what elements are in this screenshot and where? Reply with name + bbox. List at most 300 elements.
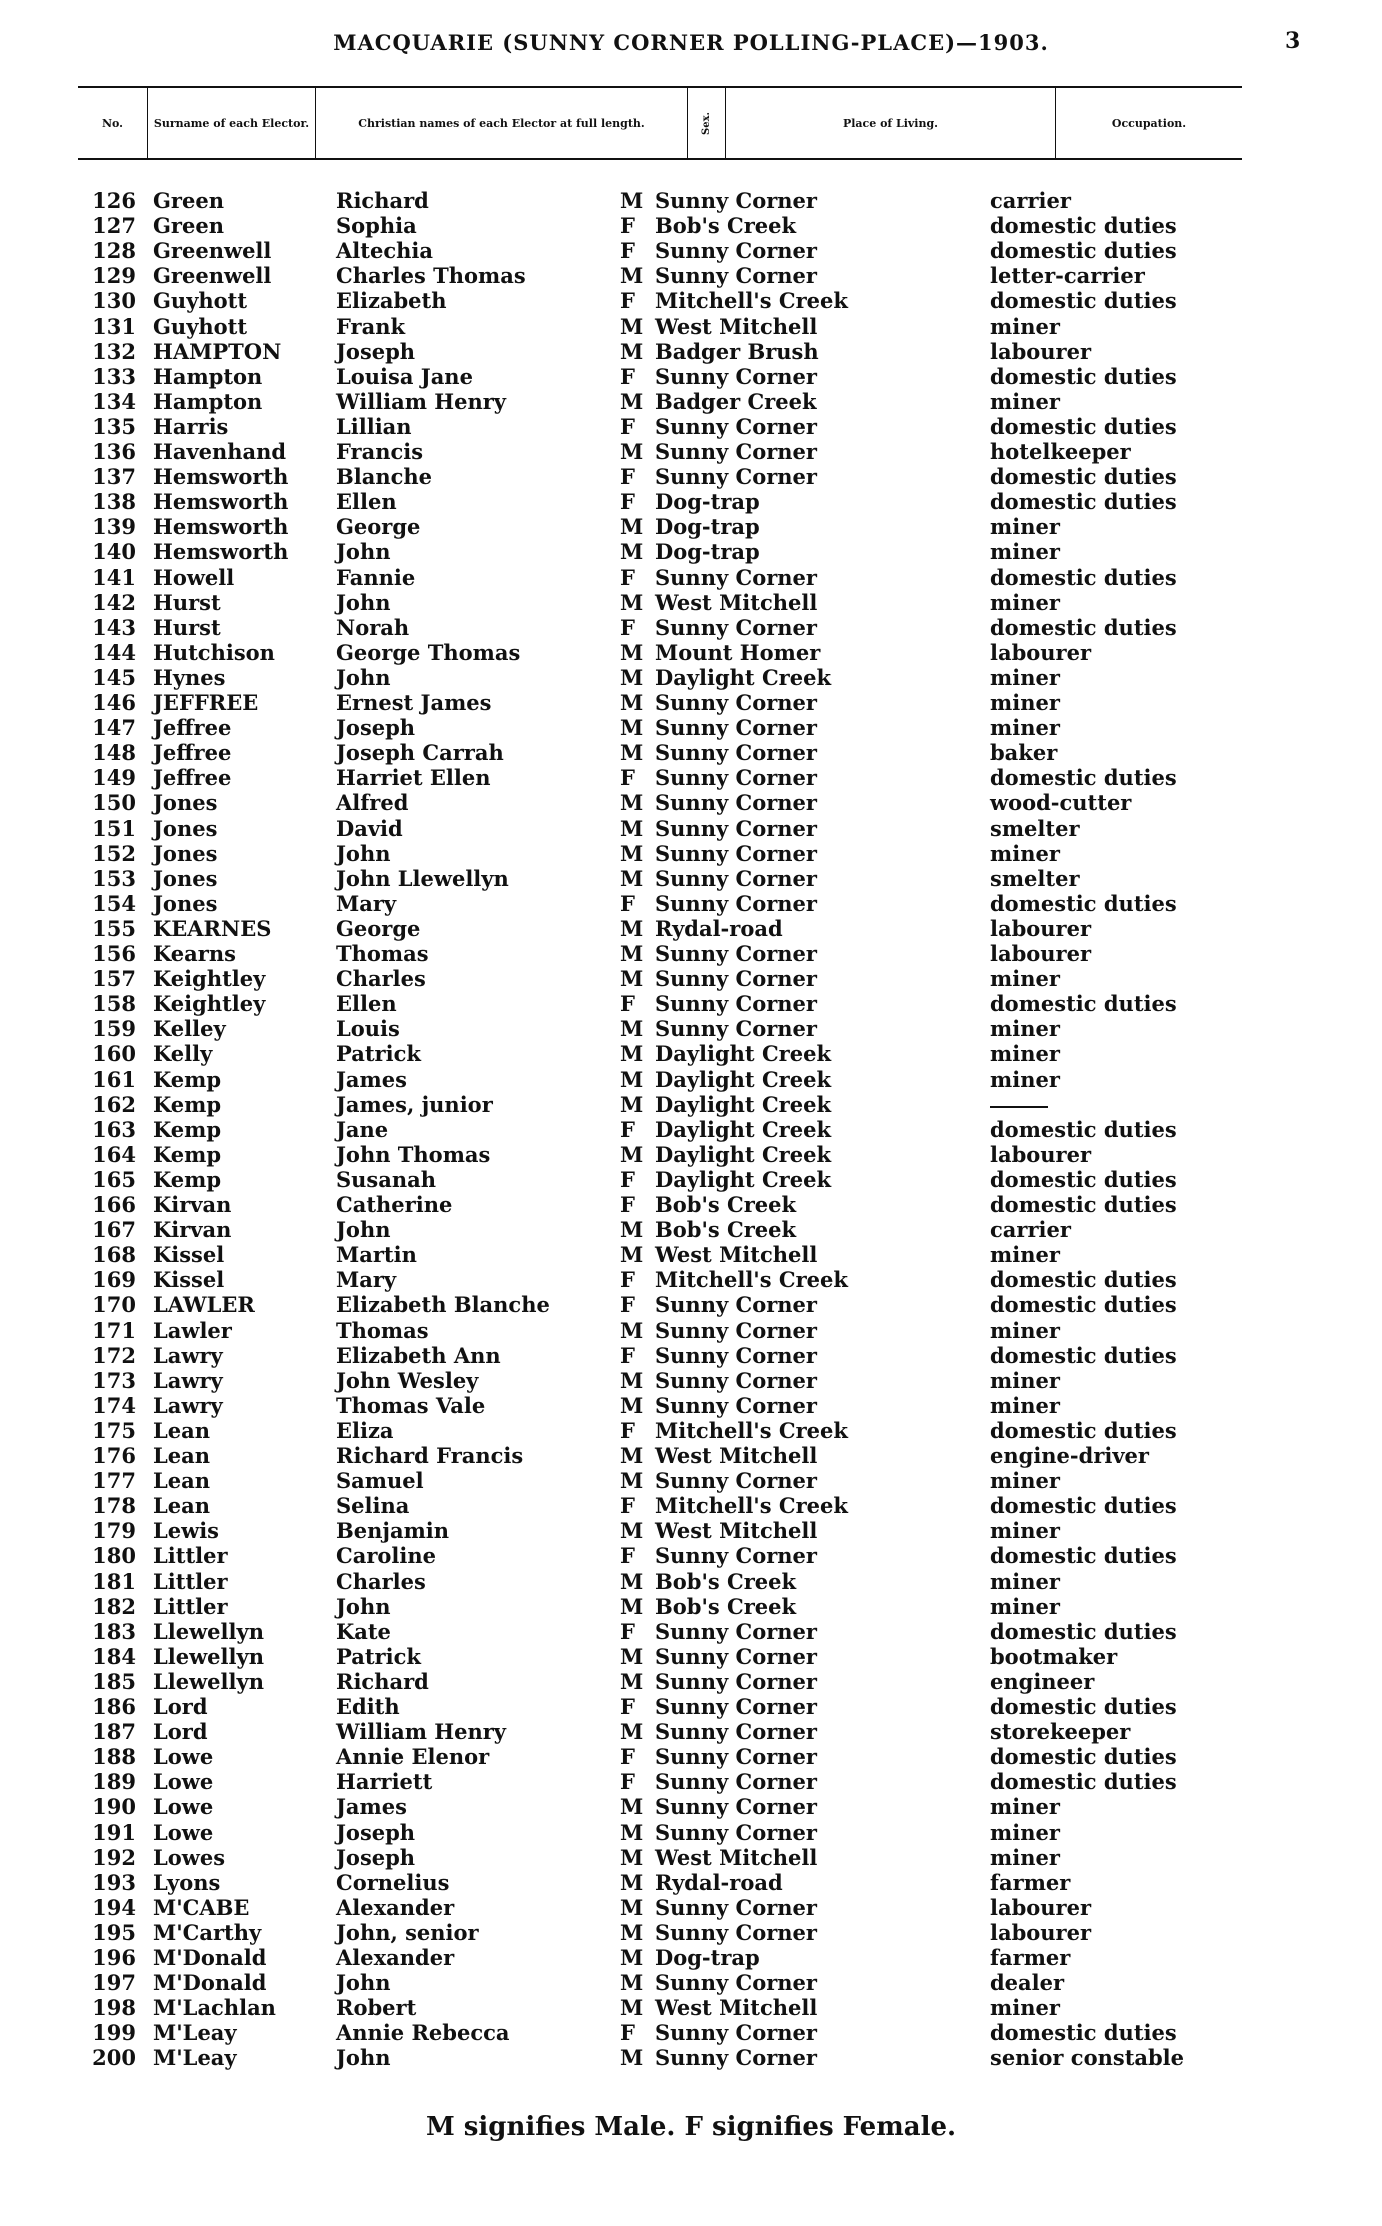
elector-christian-names: John Wesley	[336, 1368, 479, 1393]
elector-number: 162	[92, 1092, 136, 1117]
elector-christian-names: Elizabeth Ann	[336, 1343, 501, 1368]
elector-number: 157	[92, 966, 136, 991]
elector-number: 175	[92, 1418, 136, 1443]
elector-surname: Kemp	[153, 1067, 222, 1092]
elector-place: Sunny Corner	[655, 364, 817, 389]
elector-occupation: miner	[990, 1794, 1060, 1819]
elector-row	[0, 1167, 1382, 1192]
elector-place: Sunny Corner	[655, 1970, 817, 1995]
elector-number: 126	[92, 188, 136, 213]
elector-christian-names: Mary	[336, 1267, 397, 1292]
elector-surname: Jones	[153, 891, 218, 916]
elector-number: 189	[92, 1769, 136, 1794]
elector-row	[0, 891, 1382, 916]
elector-occupation: storekeeper	[990, 1719, 1131, 1744]
elector-row	[0, 539, 1382, 564]
elector-sex: M	[620, 1142, 644, 1167]
elector-number: 155	[92, 916, 136, 941]
elector-sex: M	[620, 1594, 644, 1619]
elector-surname: Lowe	[153, 1744, 214, 1769]
elector-surname: Kemp	[153, 1142, 222, 1167]
elector-number: 187	[92, 1719, 136, 1744]
elector-christian-names: Susanah	[336, 1167, 437, 1192]
elector-christian-names: John	[336, 539, 391, 564]
elector-row	[0, 1619, 1382, 1644]
elector-surname: Keightley	[153, 966, 266, 991]
elector-sex: M	[620, 1870, 644, 1895]
elector-christian-names: Mary	[336, 891, 397, 916]
elector-row	[0, 841, 1382, 866]
elector-number: 182	[92, 1594, 136, 1619]
elector-number: 130	[92, 288, 136, 313]
elector-christian-names: John Thomas	[336, 1142, 491, 1167]
elector-christian-names: Cornelius	[336, 1870, 450, 1895]
elector-occupation: domestic duties	[990, 765, 1177, 790]
elector-row	[0, 288, 1382, 313]
elector-place: Badger Brush	[655, 339, 819, 364]
elector-place: Sunny Corner	[655, 1468, 817, 1493]
elector-place: Mount Homer	[655, 640, 821, 665]
elector-row	[0, 916, 1382, 941]
elector-sex: F	[620, 1619, 635, 1644]
header-surname: Surname of each Elector.	[148, 88, 316, 158]
elector-place: Daylight Creek	[655, 1041, 831, 1066]
elector-place: West Mitchell	[655, 314, 818, 339]
elector-surname: Llewellyn	[153, 1644, 264, 1669]
elector-surname: Lean	[153, 1418, 211, 1443]
elector-occupation: domestic duties	[990, 213, 1177, 238]
elector-christian-names: George	[336, 916, 421, 941]
elector-sex: F	[620, 1292, 635, 1317]
elector-christian-names: Thomas	[336, 941, 429, 966]
elector-place: Sunny Corner	[655, 565, 817, 590]
elector-place: Bob's Creek	[655, 1217, 797, 1242]
elector-sex: M	[620, 790, 644, 815]
elector-christian-names: Charles Thomas	[336, 263, 526, 288]
elector-surname: Greenwell	[153, 263, 272, 288]
elector-row	[0, 1920, 1382, 1945]
elector-number: 150	[92, 790, 136, 815]
elector-place: Mitchell's Creek	[655, 1267, 848, 1292]
elector-number: 194	[92, 1895, 136, 1920]
elector-place: Sunny Corner	[655, 414, 817, 439]
elector-row	[0, 238, 1382, 263]
elector-christian-names: James, junior	[336, 1092, 493, 1117]
elector-place: Sunny Corner	[655, 740, 817, 765]
header-place: Place of Living.	[726, 88, 1056, 158]
elector-number: 154	[92, 891, 136, 916]
elector-christian-names: Lillian	[336, 414, 412, 439]
elector-place: Sunny Corner	[655, 615, 817, 640]
elector-place: Sunny Corner	[655, 1368, 817, 1393]
elector-surname: Jeffree	[153, 740, 232, 765]
elector-row	[0, 1117, 1382, 1142]
elector-occupation: domestic duties	[990, 615, 1177, 640]
elector-surname: Hemsworth	[153, 464, 289, 489]
elector-occupation: dealer	[990, 1970, 1065, 1995]
elector-surname: M'Leay	[153, 2045, 237, 2070]
elector-surname: Kelly	[153, 1041, 213, 1066]
elector-number: 191	[92, 1820, 136, 1845]
elector-place: Sunny Corner	[655, 991, 817, 1016]
elector-occupation: senior constable	[990, 2045, 1185, 2070]
elector-place: Sunny Corner	[655, 439, 817, 464]
elector-sex: F	[620, 615, 635, 640]
elector-christian-names: Alexander	[336, 1945, 455, 1970]
elector-surname: Llewellyn	[153, 1619, 264, 1644]
elector-sex: M	[620, 1920, 644, 1945]
elector-number: 163	[92, 1117, 136, 1142]
elector-sex: M	[620, 1092, 644, 1117]
elector-surname: Lyons	[153, 1870, 221, 1895]
elector-occupation: miner	[990, 1995, 1060, 2020]
elector-surname: Lean	[153, 1493, 211, 1518]
elector-row	[0, 1343, 1382, 1368]
elector-number: 153	[92, 866, 136, 891]
page-number: 3	[1285, 28, 1301, 54]
elector-sex: M	[620, 539, 644, 564]
elector-row	[0, 1368, 1382, 1393]
elector-number: 168	[92, 1242, 136, 1267]
header-occupation: Occupation.	[1111, 116, 1187, 130]
elector-occupation: baker	[990, 740, 1058, 765]
elector-row	[0, 439, 1382, 464]
elector-surname: LAWLER	[153, 1292, 255, 1317]
elector-number: 145	[92, 665, 136, 690]
elector-christian-names: Harriet Ellen	[336, 765, 491, 790]
elector-row	[0, 665, 1382, 690]
elector-sex: F	[620, 891, 635, 916]
elector-occupation: miner	[990, 1518, 1060, 1543]
elector-sex: F	[620, 1493, 635, 1518]
elector-row	[0, 966, 1382, 991]
elector-sex: M	[620, 188, 644, 213]
elector-surname: Hutchison	[153, 640, 275, 665]
elector-surname: M'Leay	[153, 2020, 237, 2045]
elector-surname: M'CABE	[153, 1895, 250, 1920]
elector-occupation: smelter	[990, 866, 1080, 891]
elector-row	[0, 514, 1382, 539]
elector-row	[0, 1769, 1382, 1794]
elector-place: Sunny Corner	[655, 1016, 817, 1041]
elector-number: 148	[92, 740, 136, 765]
elector-place: West Mitchell	[655, 1518, 818, 1543]
elector-christian-names: Ellen	[336, 489, 397, 514]
elector-occupation: miner	[990, 715, 1060, 740]
elector-sex: M	[620, 590, 644, 615]
elector-christian-names: Patrick	[336, 1041, 421, 1066]
elector-christian-names: John, senior	[336, 1920, 479, 1945]
elector-row	[0, 1518, 1382, 1543]
elector-row	[0, 1995, 1382, 2020]
elector-place: Sunny Corner	[655, 1669, 817, 1694]
elector-place: Dog-trap	[655, 539, 760, 564]
elector-christian-names: John	[336, 590, 391, 615]
elector-row	[0, 740, 1382, 765]
elector-christian-names: Edith	[336, 1694, 400, 1719]
elector-surname: Lean	[153, 1468, 211, 1493]
elector-occupation: domestic duties	[990, 288, 1177, 313]
elector-surname: Greenwell	[153, 238, 272, 263]
elector-sex: F	[620, 991, 635, 1016]
elector-surname: Lowe	[153, 1769, 214, 1794]
elector-place: West Mitchell	[655, 1242, 818, 1267]
elector-row	[0, 1945, 1382, 1970]
elector-place: Bob's Creek	[655, 213, 797, 238]
elector-place: Sunny Corner	[655, 841, 817, 866]
elector-number: 138	[92, 489, 136, 514]
elector-occupation: domestic duties	[990, 1493, 1177, 1518]
elector-occupation: domestic duties	[990, 1117, 1177, 1142]
elector-sex: M	[620, 715, 644, 740]
elector-row	[0, 1719, 1382, 1744]
elector-number: 135	[92, 414, 136, 439]
elector-place: Sunny Corner	[655, 1820, 817, 1845]
elector-christian-names: Richard	[336, 188, 429, 213]
elector-christian-names: John Llewellyn	[336, 866, 509, 891]
elector-number: 180	[92, 1543, 136, 1568]
elector-number: 196	[92, 1945, 136, 1970]
elector-sex: M	[620, 1468, 644, 1493]
elector-christian-names: Ellen	[336, 991, 397, 1016]
elector-sex: M	[620, 1820, 644, 1845]
elector-row	[0, 1217, 1382, 1242]
elector-number: 199	[92, 2020, 136, 2045]
elector-row	[0, 1820, 1382, 1845]
elector-surname: Jones	[153, 790, 218, 815]
elector-occupation: miner	[990, 1594, 1060, 1619]
elector-row	[0, 489, 1382, 514]
elector-surname: Keightley	[153, 991, 266, 1016]
elector-occupation: domestic duties	[990, 1167, 1177, 1192]
elector-christian-names: Ernest James	[336, 690, 492, 715]
elector-occupation: domestic duties	[990, 1343, 1177, 1368]
elector-sex: M	[620, 816, 644, 841]
elector-sex: M	[620, 1644, 644, 1669]
elector-christian-names: Sophia	[336, 213, 417, 238]
elector-place: Daylight Creek	[655, 665, 831, 690]
elector-christian-names: John	[336, 1217, 391, 1242]
elector-row	[0, 1016, 1382, 1041]
elector-surname: Lord	[153, 1719, 208, 1744]
elector-number: 159	[92, 1016, 136, 1041]
elector-sex: F	[620, 1744, 635, 1769]
elector-row	[0, 1418, 1382, 1443]
elector-place: Sunny Corner	[655, 1292, 817, 1317]
elector-sex: M	[620, 640, 644, 665]
elector-number: 141	[92, 565, 136, 590]
elector-christian-names: Joseph	[336, 1820, 416, 1845]
elector-number: 158	[92, 991, 136, 1016]
elector-occupation: domestic duties	[990, 238, 1177, 263]
elector-occupation: engine-driver	[990, 1443, 1149, 1468]
elector-row	[0, 615, 1382, 640]
elector-sex: F	[620, 489, 635, 514]
elector-place: Daylight Creek	[655, 1092, 831, 1117]
elector-surname: Lawry	[153, 1343, 223, 1368]
elector-christian-names: Joseph	[336, 715, 416, 740]
elector-surname: Lean	[153, 1443, 211, 1468]
elector-occupation: domestic duties	[990, 1694, 1177, 1719]
elector-row	[0, 1644, 1382, 1669]
elector-christian-names: Harriett	[336, 1769, 433, 1794]
elector-number: 147	[92, 715, 136, 740]
elector-surname: Littler	[153, 1543, 228, 1568]
header-no: No.	[78, 88, 148, 158]
elector-row	[0, 1067, 1382, 1092]
elector-sex: F	[620, 213, 635, 238]
elector-surname: Littler	[153, 1569, 228, 1594]
elector-sex: M	[620, 1016, 644, 1041]
elector-number: 174	[92, 1393, 136, 1418]
elector-christian-names: John	[336, 1970, 391, 1995]
elector-row	[0, 640, 1382, 665]
elector-place: Bob's Creek	[655, 1569, 797, 1594]
elector-place: Sunny Corner	[655, 2045, 817, 2070]
elector-number: 171	[92, 1318, 136, 1343]
elector-occupation: domestic duties	[990, 1292, 1177, 1317]
elector-number: 156	[92, 941, 136, 966]
elector-surname: JEFFREE	[153, 690, 259, 715]
elector-row	[0, 565, 1382, 590]
elector-occupation: farmer	[990, 1945, 1071, 1970]
elector-place: Dog-trap	[655, 489, 760, 514]
elector-occupation: domestic duties	[990, 489, 1177, 514]
elector-sex: M	[620, 1794, 644, 1819]
elector-surname: Hemsworth	[153, 514, 289, 539]
elector-surname: Llewellyn	[153, 1669, 264, 1694]
elector-number: 140	[92, 539, 136, 564]
elector-place: Rydal-road	[655, 1870, 783, 1895]
elector-surname: Kirvan	[153, 1217, 232, 1242]
elector-number: 136	[92, 439, 136, 464]
elector-number: 134	[92, 389, 136, 414]
elector-sex: F	[620, 1167, 635, 1192]
elector-row	[0, 364, 1382, 389]
page-title: MACQUARIE (SUNNY CORNER POLLING-PLACE)—1903.	[333, 30, 1049, 55]
elector-occupation: miner	[990, 690, 1060, 715]
elector-occupation: bootmaker	[990, 1644, 1118, 1669]
elector-row	[0, 765, 1382, 790]
elector-surname: Jones	[153, 841, 218, 866]
elector-christian-names: Eliza	[336, 1418, 394, 1443]
elector-christian-names: Blanche	[336, 464, 433, 489]
elector-row	[0, 1970, 1382, 1995]
elector-sex: M	[620, 966, 644, 991]
elector-christian-names: Samuel	[336, 1468, 424, 1493]
elector-surname: Guyhott	[153, 314, 248, 339]
elector-sex: M	[620, 665, 644, 690]
elector-sex: F	[620, 364, 635, 389]
elector-row	[0, 790, 1382, 815]
elector-number: 167	[92, 1217, 136, 1242]
elector-christian-names: Joseph	[336, 339, 416, 364]
elector-row	[0, 991, 1382, 1016]
elector-number: 186	[92, 1694, 136, 1719]
elector-row	[0, 816, 1382, 841]
elector-sex: M	[620, 916, 644, 941]
elector-surname: M'Carthy	[153, 1920, 262, 1945]
elector-sex: M	[620, 263, 644, 288]
elector-sex: M	[620, 314, 644, 339]
elector-surname: Lowe	[153, 1820, 214, 1845]
elector-occupation: domestic duties	[990, 2020, 1177, 2045]
elector-number: 146	[92, 690, 136, 715]
elector-place: West Mitchell	[655, 1443, 818, 1468]
elector-sex: F	[620, 765, 635, 790]
elector-number: 166	[92, 1192, 136, 1217]
elector-number: 144	[92, 640, 136, 665]
column-header-row	[78, 86, 1242, 160]
elector-sex: F	[620, 1343, 635, 1368]
elector-row	[0, 263, 1382, 288]
elector-sex: F	[620, 464, 635, 489]
elector-sex: F	[620, 1418, 635, 1443]
elector-sex: F	[620, 1694, 635, 1719]
elector-place: Sunny Corner	[655, 1543, 817, 1568]
elector-occupation: labourer	[990, 1142, 1092, 1167]
elector-sex: F	[620, 238, 635, 263]
elector-place: Daylight Creek	[655, 1067, 831, 1092]
elector-sex: M	[620, 841, 644, 866]
elector-occupation: miner	[990, 1067, 1060, 1092]
elector-surname: Harris	[153, 414, 229, 439]
elector-number: 181	[92, 1569, 136, 1594]
elector-sex: M	[620, 1041, 644, 1066]
elector-occupation	[990, 1092, 1048, 1117]
elector-surname: Hemsworth	[153, 539, 289, 564]
elector-place: Sunny Corner	[655, 790, 817, 815]
elector-number: 197	[92, 1970, 136, 1995]
elector-christian-names: Elizabeth Blanche	[336, 1292, 550, 1317]
elector-sex: M	[620, 690, 644, 715]
elector-place: Sunny Corner	[655, 2020, 817, 2045]
elector-christian-names: Charles	[336, 1569, 426, 1594]
elector-occupation: carrier	[990, 1217, 1071, 1242]
elector-sex: M	[620, 339, 644, 364]
elector-row	[0, 1794, 1382, 1819]
elector-place: Mitchell's Creek	[655, 1418, 848, 1443]
elector-surname: Jeffree	[153, 765, 232, 790]
elector-surname: M'Donald	[153, 1970, 267, 1995]
elector-place: Bob's Creek	[655, 1192, 797, 1217]
elector-sex: M	[620, 1895, 644, 1920]
elector-number: 161	[92, 1067, 136, 1092]
elector-row	[0, 1543, 1382, 1568]
elector-place: Sunny Corner	[655, 238, 817, 263]
elector-sex: M	[620, 1669, 644, 1694]
elector-occupation: miner	[990, 389, 1060, 414]
elector-number: 165	[92, 1167, 136, 1192]
elector-occupation: labourer	[990, 1920, 1092, 1945]
elector-occupation: domestic duties	[990, 1619, 1177, 1644]
elector-place: Sunny Corner	[655, 1744, 817, 1769]
elector-number: 142	[92, 590, 136, 615]
elector-occupation: labourer	[990, 339, 1092, 364]
elector-place: Sunny Corner	[655, 263, 817, 288]
elector-occupation: miner	[990, 1041, 1060, 1066]
elector-surname: Kemp	[153, 1167, 222, 1192]
elector-christian-names: Benjamin	[336, 1518, 450, 1543]
elector-place: Daylight Creek	[655, 1117, 831, 1142]
elector-christian-names: Charles	[336, 966, 426, 991]
elector-place: Mitchell's Creek	[655, 1493, 848, 1518]
elector-christian-names: John	[336, 1594, 391, 1619]
header-sex-label: Sex.	[701, 111, 712, 135]
elector-row	[0, 1744, 1382, 1769]
elector-place: Sunny Corner	[655, 1318, 817, 1343]
elector-row	[0, 1669, 1382, 1694]
